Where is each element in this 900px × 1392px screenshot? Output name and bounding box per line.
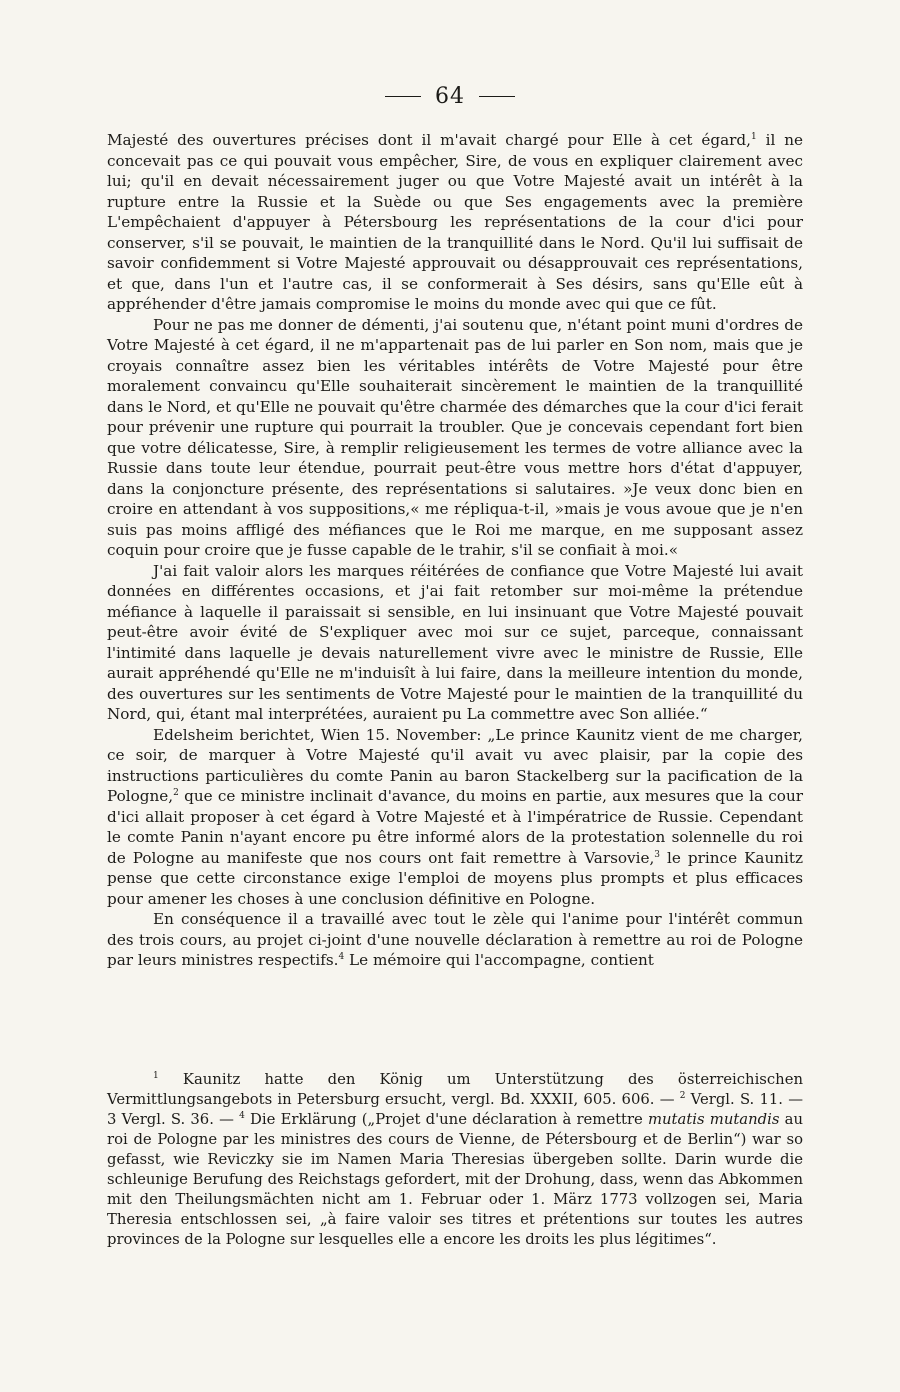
- footnote-marker-3: 3: [654, 849, 661, 860]
- paragraph-4-text-a: Edelsheim berichtet, Wien 15. November: „Le prince Kaunitz vient de me charger, ce soir, de marquer à Votre Majesté qu'il avait vu avec plaisir, par la copie des instructions particulières du comte Panin au baron Stackelberg sur la pacification de la Pologne,: [107, 725, 803, 805]
- main-text: [107, 130, 803, 971]
- page-header: [0, 84, 900, 109]
- paragraph-1: [107, 130, 803, 315]
- paragraph-5-text-a: En conséquence il a travaillé avec tout le zèle qui l'anime pour l'intérêt commun des trois cours, au projet ci-joint d'une nouvelle déclaration à remettre au roi de Pologne par leurs ministres respectifs.: [107, 910, 803, 969]
- footnote-3-text: Vergl. S. 36. —: [116, 1111, 240, 1128]
- footnote-1-marker: 1: [153, 1071, 159, 1081]
- footnote-4-marker: 4: [239, 1111, 245, 1121]
- footnote-4-text-a: Die Erklärung („Projet d'une déclaration à remettre: [244, 1111, 648, 1128]
- paragraph-5-text-b: Le mémoire qui l'accompagne, contient: [344, 951, 654, 969]
- header-rule-right: [479, 96, 515, 97]
- paragraph-5: [107, 909, 803, 971]
- paragraph-1-text-b: il ne concevait pas ce qui pouvait vous empêcher, Sire, de vous en expliquer clairement avec lui; qu'il en devait nécessairement juger ou que Votre Majesté avait un intérêt à la rupture entre la Russie et la Suède ou que Ses engagements avec la première L'empêchaient d'appuyer à Pétersbourg les représentations de la cour d'ici pour conserver, s'il se pouvait, le maintien de la tranquillité dans le Nord. Qu'il lui suffisait de savoir confidemment si Votre Majesté approuvait ou désapprouvait ces représentations, et que, dans l'un et l'autre cas, il se conformerait à Ses désirs, sans qu'Elle eût à appréhender d'être jamais compromise le moins du monde avec qui que ce fût.: [107, 131, 803, 313]
- footnote-marker-2: 2: [173, 788, 179, 798]
- paragraph-4-text-c: le prince Kaunitz pense que cette circonstance exige l'emploi de moyens plus prompts et plus efficaces pour amener les choses à une conclusion définitive en Pologne.: [107, 848, 804, 908]
- paragraph-2: Pour ne pas me donner de démenti, j'ai soutenu que, n'étant point muni d'ordres de Votre Majesté à cet égard, il ne m'appartenait pas de lui parler en Son nom, mais que je croyais connaître assez bien les véritables intérêts de Votre Majesté pour être moralement convaincu qu'Elle souhaiterait sincèrement le maintien de la tranquillité dans le Nord, et qu'Elle ne pouvait qu'être charmée des démarches que la cour d'ici ferait pour prévenir une rupture qui pourrait la troubler. Que je concevais cependant fort bien que votre délicatesse, Sire, à remplir religieusement les termes de votre alliance avec la Russie dans toute leur étendue, pourrait peut-être vous mettre hors d'état d'appuyer, dans la conjoncture présente, des représentations si salutaires. »Je veux donc bien en croire en attendant à vos suppositions,« me répliqua-t-il, »mais je vous avoue que je n'en suis pas moins affligé des méfiances que le Roi me marque, en me supposant assez coquin pour croire que je fusse capable de le trahir, s'il se confiait à moi.«: [107, 315, 803, 559]
- paragraph-3: J'ai fait valoir alors les marques réitérées de confiance que Votre Majesté lui avait données en différentes occasions, et j'ai fait retomber sur moi-même la prétendue méfiance à laquelle il paraissait si sensible, en lui insinuant que Votre Majesté pouvait peut-être avoir évité de S'expliquer avec moi sur ce sujet, parceque, connaissant l'intimité dans laquelle je devais naturellement vivre avec le ministre de Russie, Elle aurait appréhendé qu'Elle ne m'induisît à lui faire, dans la meilleure intention du monde, des ouvertures sur les sentiments de Votre Majesté pour le maintien de la tranquillité du Nord, qui, étant mal interprétées, auraient pu La commettre avec Son alliée.“: [107, 561, 803, 723]
- paragraph-1-text-a: Majesté des ouvertures précises dont il m'avait chargé pour Elle à cet égard,: [107, 131, 751, 149]
- footnote-4-italic: mutatis mutandis: [648, 1111, 780, 1128]
- footnote-2-text: Vergl. S. 11. —: [685, 1091, 804, 1108]
- page-number: 64: [435, 84, 465, 109]
- footnote-4-text-b: au roi de Pologne par les ministres des cours de Vienne, de Pétersbourg et de Berlin“) war so gefasst, wie Reviczky sie im Namen Maria Theresias übergeben sollte. Darin wurde die schleunige Berufung des Reichstags gefordert, mit der Drohung, dass, wenn das Abkommen mit den Theilungsmächten nicht am 1. Februar oder 1. März 1773 vollzogen sei, Maria Theresia entschlossen sei, „à faire valoir ses titres et prétentions sur toutes les autres provinces de la Pologne sur lesquelles elle a encore les droits les plus légitimes“.: [107, 1111, 803, 1248]
- footnotes: [107, 1070, 803, 1250]
- paragraph-4-text-b: que ce ministre inclinait d'avance, du moins en partie, aux mesures que la cour d'ici allait proposer à cet égard à Votre Majesté et à l'impératrice de Russie. Cependant le comte Panin n'ayant encore pu être informé alors de la protestation solennelle du roi de Pologne au manifeste que nos cours ont fait remettre à Varsovie,: [107, 787, 803, 867]
- footnotes-text: [107, 1070, 803, 1250]
- footnote-marker-4: 4: [338, 952, 345, 962]
- header-rule-left: [385, 96, 421, 97]
- footnote-1-text: Kaunitz hatte den König um Unterstützung des österreichischen Vermittlungsangebots in Petersburg ersucht, vergl. Bd. XXXII, 605. 606. —: [107, 1071, 803, 1108]
- footnote-2-marker: 2: [679, 1091, 686, 1101]
- paragraph-4: [107, 725, 803, 910]
- footnote-3-marker: 3: [107, 1111, 117, 1128]
- footnote-marker-1: 1: [750, 132, 757, 142]
